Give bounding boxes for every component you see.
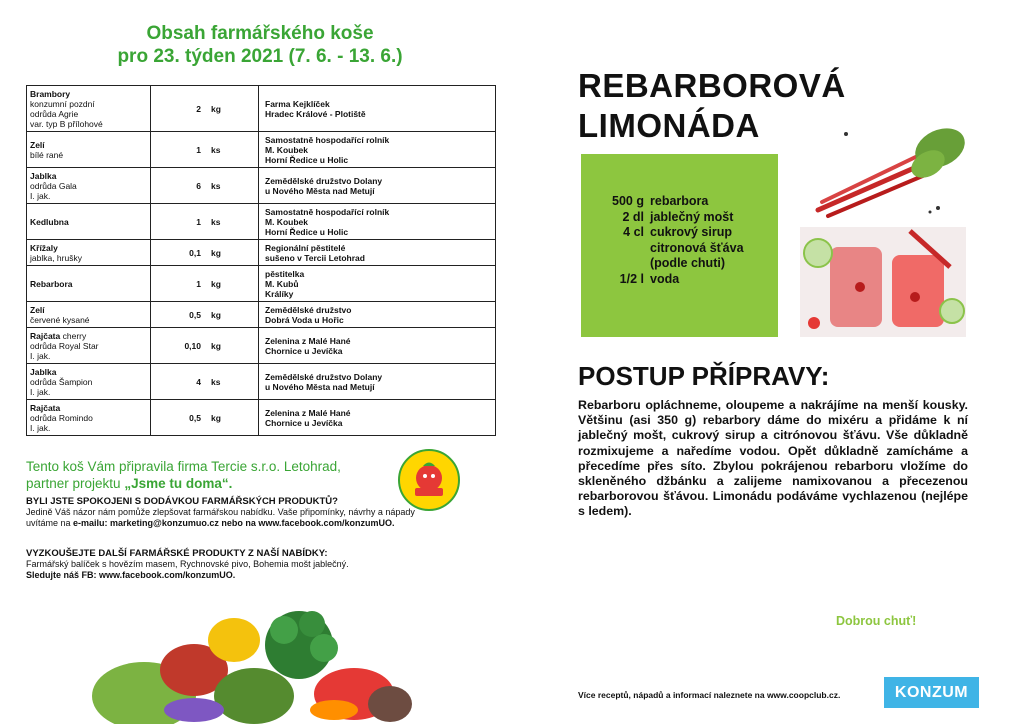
product-detail: jablka, hrušky	[30, 252, 82, 263]
recipe-title-line1: REBARBOROVÁ	[578, 67, 846, 104]
table-row	[27, 302, 496, 328]
lemonade-image	[800, 227, 966, 337]
quantity-unit: ks	[211, 216, 221, 227]
supplier-line: Regionální pěstitelé	[265, 242, 346, 253]
table-row	[27, 132, 496, 168]
quantity-value: 1	[196, 278, 201, 289]
ingredient-amount: 2 dl	[622, 209, 644, 224]
supplier-cell	[259, 400, 496, 436]
ingredient-amount: 1/2 l	[619, 271, 644, 286]
feedback-section	[26, 496, 506, 529]
quantity-unit: kg	[211, 278, 221, 289]
tercie-line2	[26, 475, 396, 492]
table-row	[27, 328, 496, 364]
ingredient-name: voda	[650, 271, 680, 286]
product-cell	[27, 400, 151, 436]
supplier-line: Zemědělské družstvo Dolany	[265, 175, 383, 186]
vegetables-image	[84, 600, 414, 724]
supplier-line: M. Koubek	[265, 144, 308, 155]
ingredient-name: (podle chuti)	[650, 256, 725, 270]
ingredient-amount: 500 g	[612, 194, 644, 208]
quantity-cell	[151, 302, 259, 328]
supplier-cell	[259, 132, 496, 168]
product-cell	[27, 266, 151, 302]
ingredient-amount: 4 cl	[623, 225, 644, 239]
supplier-line: Králíky	[265, 288, 294, 299]
ingredients-box	[581, 154, 778, 337]
recipe-title-line2: LIMONÁDA	[578, 107, 760, 144]
quantity-value: 0,5	[189, 309, 201, 320]
product-detail: I. jak.	[30, 386, 51, 397]
supplier-cell	[259, 204, 496, 240]
table-row	[27, 168, 496, 204]
quantity-cell	[151, 266, 259, 302]
table-row	[27, 400, 496, 436]
quantity-cell	[151, 168, 259, 204]
quantity-value: 0,10	[184, 340, 201, 351]
product-detail: I. jak.	[30, 190, 51, 201]
rhubarb-image	[808, 122, 968, 220]
product-detail: konzumní pozdní	[30, 98, 95, 109]
supplier-line: Chornice u Jevíčka	[265, 417, 343, 428]
quantity-value: 4	[196, 376, 201, 387]
feedback-line1: Jedině Váš názor nám pomůže zlepšovat farmářskou nabídku. Vaše připomínky, návrhy a nápady	[26, 507, 415, 517]
supplier-cell	[259, 302, 496, 328]
quantity-cell	[151, 328, 259, 364]
product-detail: odrůda Agrie	[30, 108, 79, 119]
product-name: Jablka	[30, 366, 57, 377]
supplier-line: Samostatně hospodařící rolník	[265, 206, 390, 217]
tercie-line1: Tento koš Vám připravila firma Tercie s.r.o. Letohrad,	[26, 459, 341, 474]
tercie-note	[26, 458, 396, 492]
ingredient-row	[595, 241, 778, 257]
quantity-unit: kg	[211, 309, 221, 320]
quantity-unit: ks	[211, 144, 221, 155]
product-detail: I. jak.	[30, 350, 51, 361]
quantity-unit: ks	[211, 180, 221, 191]
basket-title-line2: pro 23. týden 2021 (7. 6. - 13. 6.)	[117, 46, 403, 67]
feedback-line2-prefix: uvítáme na	[26, 518, 74, 528]
supplier-line: sušeno v Tercii Letohrad	[265, 252, 365, 263]
konzum-logo: KONZUM	[884, 677, 979, 708]
supplier-line: Zelenina z Malé Hané	[265, 407, 351, 418]
quantity-value: 1	[196, 216, 201, 227]
table-row	[27, 86, 496, 132]
supplier-line: Zelenina z Malé Hané	[265, 335, 351, 346]
quantity-cell	[151, 204, 259, 240]
supplier-line: u Nového Města nad Metují	[265, 185, 375, 196]
method-text: Rebarboru opláchneme, oloupeme a nakrájíme na menší kousky. Většinu (asi 350 g) rebarbory dáme do mixéru a přidáme k ní jablečný mošt, cukrový sirup a citrónovou šťávu. Vše důkladně rozmixujeme a naředíme vodou. Opět důkladně zamícháme a přecedíme přes síto. Zbylou pokrájenou rebarboru vložíme do skleněného džbánku a zalijeme namixovanou a přecezenou rebarborovou šťávou. Limonádu podáváme vychlazenou (nejlépe s ledem).	[578, 398, 968, 519]
table-row	[27, 266, 496, 302]
product-detail: odrůda Šampion	[30, 376, 93, 387]
ingredient-row	[595, 225, 778, 241]
supplier-line: pěstitelka	[265, 268, 305, 279]
supplier-line: Dobrá Voda u Hořic	[265, 314, 344, 325]
supplier-line: Zemědělské družstvo Dolany	[265, 371, 383, 382]
ingredient-name: rebarbora	[650, 194, 709, 208]
product-cell	[27, 86, 151, 132]
product-name: Zelí	[30, 139, 45, 150]
quantity-unit: kg	[211, 412, 221, 423]
feedback-contact[interactable]: e-mailu: marketing@konzumuo.cz nebo na www.facebook.com/konzumUO.	[73, 518, 395, 528]
recipe-title	[578, 66, 846, 146]
product-cell	[27, 364, 151, 400]
supplier-cell	[259, 364, 496, 400]
product-detail: odrůda Romindo	[30, 412, 93, 423]
supplier-cell	[259, 266, 496, 302]
supplier-line: Zemědělské družstvo	[265, 304, 352, 315]
supplier-line: Horní Ředice u Holic	[265, 154, 349, 165]
product-name-suffix: cherry	[60, 330, 87, 341]
supplier-cell	[259, 86, 496, 132]
supplier-cell	[259, 168, 496, 204]
ingredient-row	[595, 272, 778, 288]
ingredient-row	[595, 210, 778, 226]
product-cell	[27, 132, 151, 168]
tercie-line2-prefix: partner projektu	[26, 476, 125, 491]
product-cell	[27, 204, 151, 240]
quantity-cell	[151, 132, 259, 168]
more-heading: VYZKOUŠEJTE DALŠÍ FARMÁŘSKÉ PRODUKTY Z NAŠÍ NABÍDKY:	[26, 548, 328, 559]
quantity-unit: ks	[211, 376, 221, 387]
supplier-line: Samostatně hospodařící rolník	[265, 134, 390, 145]
more-products-section	[26, 548, 506, 581]
quantity-value: 6	[196, 180, 201, 191]
ingredient-row	[595, 194, 778, 210]
product-name: Rajčata	[30, 330, 61, 341]
product-detail: I. jak.	[30, 422, 51, 433]
supplier-cell	[259, 328, 496, 364]
supplier-line: u Nového Města nad Metují	[265, 381, 375, 392]
feedback-line2	[26, 518, 506, 529]
supplier-cell	[259, 240, 496, 266]
product-cell	[27, 240, 151, 266]
quantity-value: 0,1	[189, 247, 201, 258]
ingredient-name: citronová šťáva	[650, 240, 744, 255]
product-name: Jablka	[30, 170, 57, 181]
quantity-unit: kg	[211, 340, 221, 351]
basket-table	[26, 85, 496, 436]
supplier-line: Horní Ředice u Holic	[265, 226, 349, 237]
table-row	[27, 240, 496, 266]
product-name: Křížaly	[30, 242, 58, 253]
quantity-cell	[151, 400, 259, 436]
basket-title-line1: Obsah farmářského koše	[146, 23, 374, 44]
bon-appetit: Dobrou chuť!	[836, 614, 917, 628]
supplier-line: Hradec Králové - Plotiště	[265, 108, 366, 119]
supplier-line: M. Koubek	[265, 216, 308, 227]
ingredient-row	[595, 256, 778, 272]
ingredient-amount	[595, 241, 650, 257]
quantity-value: 1	[196, 144, 201, 155]
product-detail: odrůda Royal Star	[30, 340, 99, 351]
table-row	[27, 364, 496, 400]
quantity-unit: kg	[211, 247, 221, 258]
supplier-line: Farma Kejklíček	[265, 98, 330, 109]
product-cell	[27, 302, 151, 328]
table-row	[27, 204, 496, 240]
ingredient-name: jablečný mošt	[650, 209, 734, 224]
product-detail: odrůda Gala	[30, 180, 77, 191]
footer-note: Více receptů, nápadů a informací naleznete na www.coopclub.cz.	[578, 690, 841, 700]
product-name: Brambory	[30, 88, 71, 99]
supplier-line: M. Kubů	[265, 278, 299, 289]
tercie-line2-bold: „Jsme tu doma“.	[124, 476, 233, 491]
supplier-line: Chornice u Jevíčka	[265, 345, 343, 356]
quantity-value: 0,5	[189, 412, 201, 423]
product-cell	[27, 328, 151, 364]
quantity-cell	[151, 364, 259, 400]
quantity-value: 2	[196, 103, 201, 114]
feedback-heading: BYLI JSTE SPOKOJENI S DODÁVKOU FARMÁŘSKÝCH PRODUKTŮ?	[26, 496, 338, 507]
quantity-cell	[151, 240, 259, 266]
ingredient-name: cukrový sirup	[650, 225, 732, 239]
product-name: Rebarbora	[30, 278, 73, 289]
basket-title	[20, 22, 500, 68]
product-cell	[27, 168, 151, 204]
product-detail: bílé rané	[30, 149, 64, 160]
quantity-cell	[151, 86, 259, 132]
quantity-unit: kg	[211, 103, 221, 114]
more-line1: Farmářský balíček s hovězím masem, Rychnovské pivo, Bohemia mošt jablečný.	[26, 559, 349, 569]
method-title: POSTUP PŘÍPRAVY:	[578, 361, 830, 391]
product-detail: var. typ B přílohové	[30, 118, 103, 129]
facebook-link[interactable]: Sledujte náš FB: www.facebook.com/konzumUO.	[26, 570, 236, 580]
product-name: Zelí	[30, 304, 45, 315]
product-name: Kedlubna	[30, 216, 69, 227]
product-detail: červené kysané	[30, 314, 90, 325]
ingredient-amount	[595, 256, 650, 272]
product-name: Rajčata	[30, 402, 61, 413]
